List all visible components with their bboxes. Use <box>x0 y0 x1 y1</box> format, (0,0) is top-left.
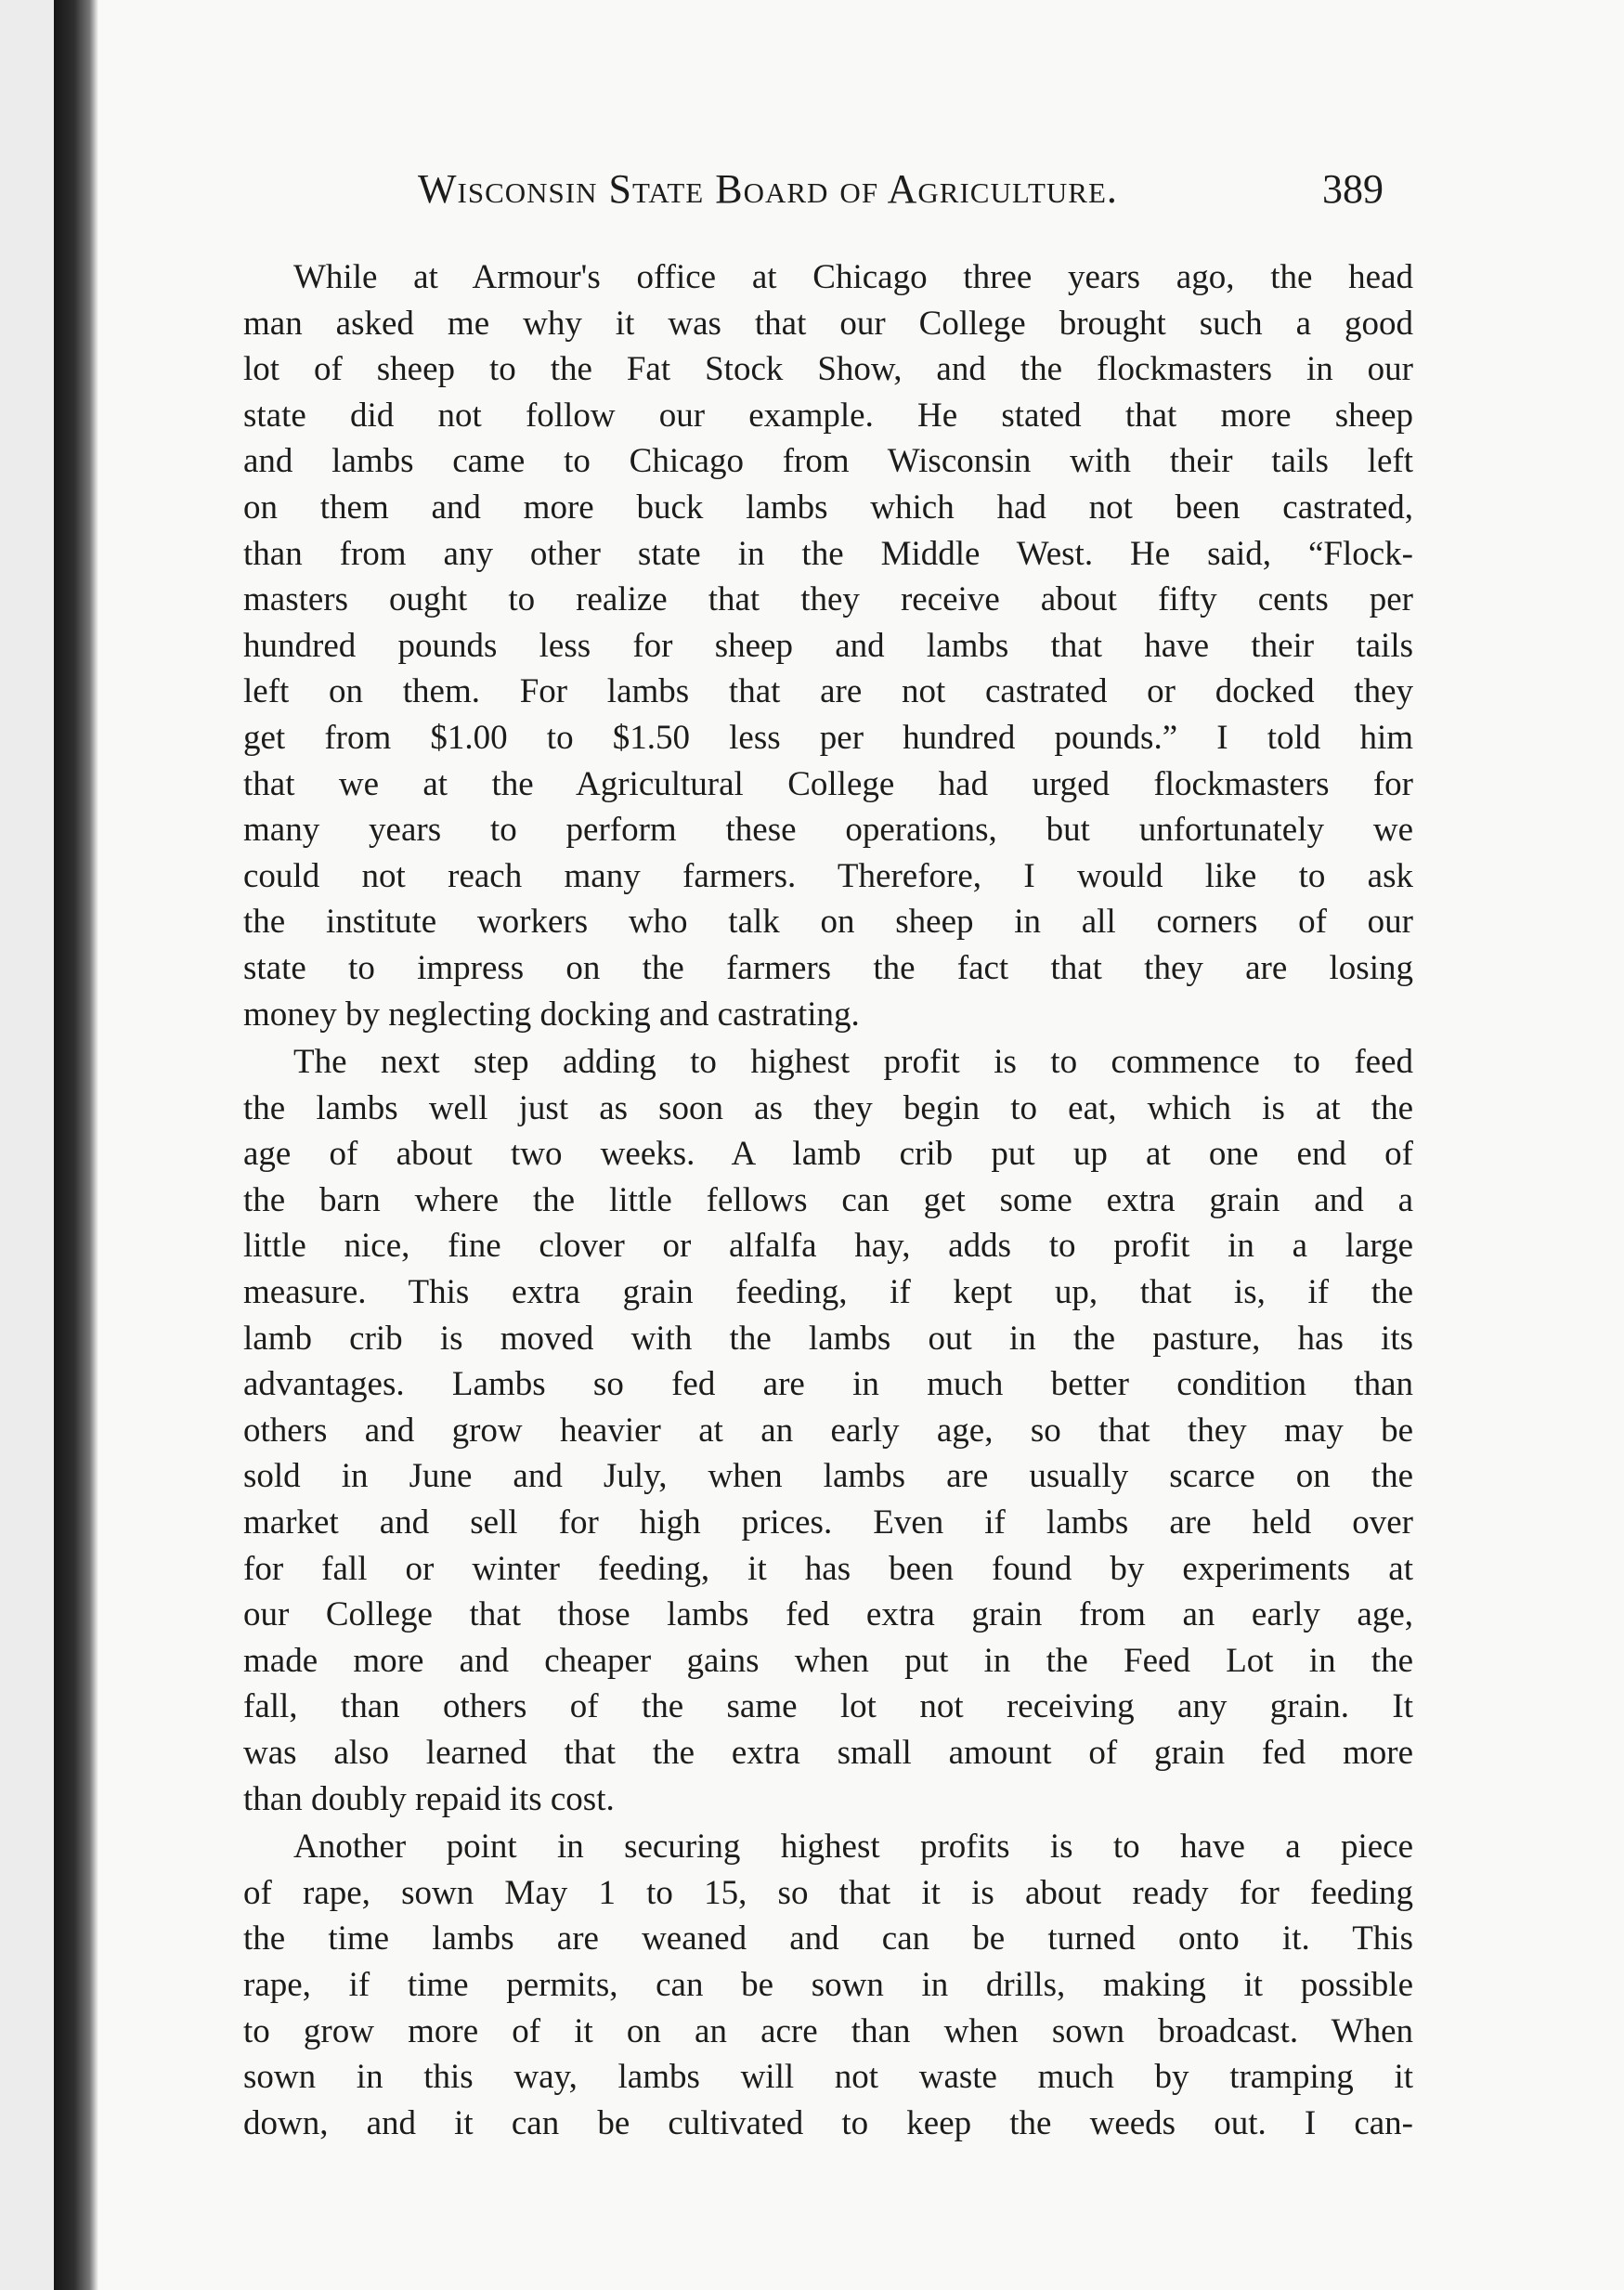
page-number: 389 <box>1322 166 1384 212</box>
text-line: than doubly repaid its cost. <box>243 1779 615 1818</box>
text-line: the time lambs are weaned and can be turned onto it. This <box>243 1919 1413 1958</box>
text-line: little nice, fine clover or alfalfa hay, adds to profit in a large <box>243 1227 1413 1266</box>
text-line: that we at the Agricultural College had urged flockmasters for <box>243 764 1413 803</box>
text-line: to grow more of it on an acre than when sown broadcast. When <box>243 2011 1413 2050</box>
text-line: on them and more buck lambs which had not been castrated, <box>243 488 1413 527</box>
text-line: fall, than others of the same lot not receiving any grain. It <box>243 1687 1413 1726</box>
text-line: the institute workers who talk on sheep in all corners of our <box>243 903 1413 942</box>
text-line: the barn where the little fellows can get some extra grain and a <box>243 1180 1413 1219</box>
text-line: was also learned that the extra small amount of grain fed more <box>243 1734 1413 1772</box>
text-line: state did not follow our example. He stated that more sheep <box>243 396 1413 435</box>
running-head: Wisconsin State Board of Agriculture. <box>418 166 1118 212</box>
text-line: the lambs well just as soon as they begin to eat, which is at the <box>243 1088 1413 1127</box>
text-line: lamb crib is moved with the lambs out in the pasture, has its <box>243 1319 1413 1358</box>
text-line: age of about two weeks. A lamb crib put up at one end of <box>243 1135 1413 1174</box>
paragraph-2 <box>243 1039 1413 1822</box>
text-line: down, and it can be cultivated to keep the weeds out. I can- <box>243 2103 1413 2142</box>
text-line: our College that those lambs fed extra grain from an early age, <box>243 1595 1413 1634</box>
book-binding-edge <box>0 0 54 2290</box>
text-line: masters ought to realize that they receive about fifty cents per <box>243 580 1413 619</box>
text-line: market and sell for high prices. Even if lambs are held over <box>243 1503 1413 1542</box>
text-line: measure. This extra grain feeding, if kept up, that is, if the <box>243 1273 1413 1312</box>
text-line: advantages. Lambs so fed are in much better condition than <box>243 1365 1413 1404</box>
text-line: than from any other state in the Middle West. He said, “Flock- <box>243 534 1413 573</box>
paragraph-1 <box>243 254 1413 1037</box>
body-text <box>243 254 1413 2146</box>
text-line: and lambs came to Chicago from Wisconsin with their tails left <box>243 442 1413 481</box>
text-line: hundred pounds less for sheep and lambs that have their tails <box>243 626 1413 665</box>
text-line: The next step adding to highest profit is to commence to feed <box>293 1043 1413 1082</box>
text-line: others and grow heavier at an early age, so that they may be <box>243 1411 1413 1450</box>
text-line: many years to perform these operations, but unfortunately we <box>243 811 1413 850</box>
text-line: get from $1.00 to $1.50 less per hundred pounds.” I told him <box>243 718 1413 757</box>
text-line: Another point in securing highest profits is to have a piece <box>293 1828 1413 1867</box>
text-line: lot of sheep to the Fat Stock Show, and the flockmasters in our <box>243 350 1413 389</box>
text-line: sown in this way, lambs will not waste much by tramping it <box>243 2058 1413 2097</box>
text-line: money by neglecting docking and castrating. <box>243 995 860 1034</box>
text-line: for fall or winter feeding, it has been found by experiments at <box>243 1549 1413 1588</box>
text-line: rape, if time permits, can be sown in drills, making it possible <box>243 1965 1413 2004</box>
text-line: man asked me why it was that our College brought such a good <box>243 304 1413 343</box>
text-line: of rape, sown May 1 to 15, so that it is about ready for feeding <box>243 1873 1413 1912</box>
book-gutter-shadow <box>54 0 98 2290</box>
text-line: While at Armour's office at Chicago three years ago, the head <box>293 258 1413 296</box>
text-line: state to impress on the farmers the fact that they are losing <box>243 948 1413 987</box>
text-line: made more and cheaper gains when put in the Feed Lot in the <box>243 1641 1413 1680</box>
paragraph-3 <box>243 1824 1413 2146</box>
text-line: could not reach many farmers. Therefore, I would like to ask <box>243 856 1413 895</box>
page-header <box>418 165 1384 221</box>
text-line: sold in June and July, when lambs are usually scarce on the <box>243 1457 1413 1496</box>
text-line: left on them. For lambs that are not castrated or docked they <box>243 672 1413 711</box>
